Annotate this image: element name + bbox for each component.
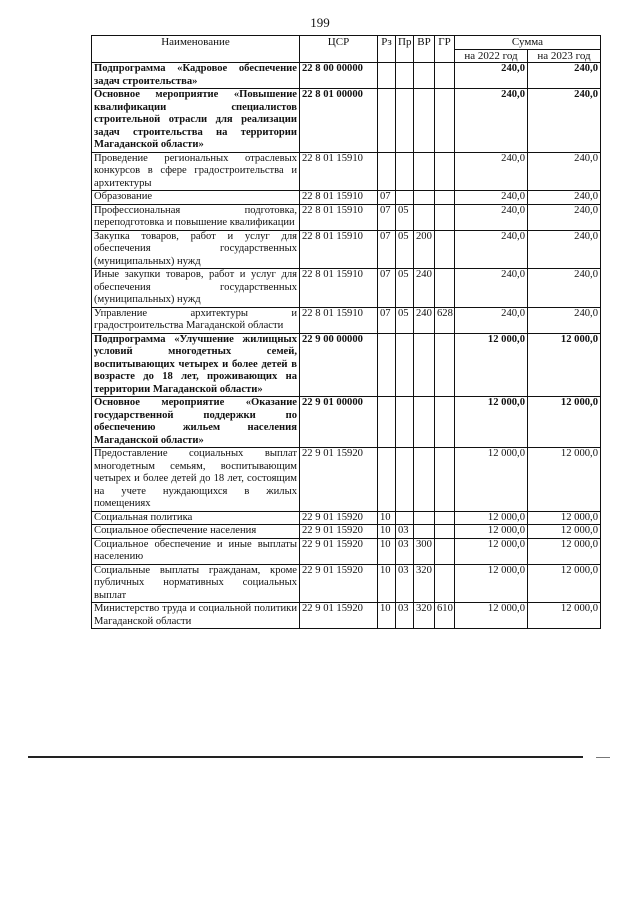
cell-vr: 320 (414, 603, 435, 629)
cell-vr: 200 (414, 230, 435, 269)
table-row (92, 564, 601, 603)
cell-y2022: 12 000,0 (455, 397, 528, 448)
table-row (92, 152, 601, 191)
cell-y2023: 12 000,0 (528, 448, 601, 512)
cell-csr: 22 9 00 00000 (300, 333, 378, 397)
header-name: Наименование (92, 36, 300, 63)
cell-name: Основное мероприятие «Повышение квалификации специалистов строительной отрасли для реализации задач строительства на территории Магаданской области» (92, 89, 300, 153)
cell-vr: 300 (414, 538, 435, 564)
cell-y2022: 240,0 (455, 204, 528, 230)
cell-rz: 07 (378, 204, 396, 230)
table-row (92, 397, 601, 448)
table-row (92, 63, 601, 89)
cell-csr: 22 8 01 15910 (300, 191, 378, 205)
cell-y2022: 240,0 (455, 89, 528, 153)
cell-y2023: 12 000,0 (528, 397, 601, 448)
cell-csr: 22 9 01 15920 (300, 448, 378, 512)
cell-csr: 22 9 01 00000 (300, 397, 378, 448)
cell-pr: 05 (396, 307, 414, 333)
cell-pr: 05 (396, 204, 414, 230)
header-pr: Пр (396, 36, 414, 63)
cell-gr (435, 333, 455, 397)
header-vr: ВР (414, 36, 435, 63)
cell-gr (435, 63, 455, 89)
cell-vr (414, 448, 435, 512)
cell-csr: 22 8 00 00000 (300, 63, 378, 89)
cell-pr: 05 (396, 230, 414, 269)
table-row (92, 269, 601, 308)
cell-rz: 07 (378, 269, 396, 308)
cell-gr (435, 564, 455, 603)
cell-rz (378, 397, 396, 448)
cell-pr (396, 152, 414, 191)
header-year-2023: на 2023 год (528, 49, 601, 63)
cell-rz: 10 (378, 511, 396, 525)
cell-y2022: 12 000,0 (455, 448, 528, 512)
cell-y2023: 240,0 (528, 191, 601, 205)
cell-y2023: 12 000,0 (528, 538, 601, 564)
cell-gr (435, 204, 455, 230)
cell-csr: 22 8 01 15910 (300, 204, 378, 230)
cell-gr (435, 191, 455, 205)
table-body (92, 63, 601, 629)
cell-rz (378, 448, 396, 512)
cell-y2022: 12 000,0 (455, 538, 528, 564)
cell-pr: 03 (396, 603, 414, 629)
table-header (92, 36, 601, 63)
cell-y2023: 240,0 (528, 230, 601, 269)
header-year-2022: на 2022 год (455, 49, 528, 63)
table-row (92, 191, 601, 205)
cell-y2023: 240,0 (528, 269, 601, 308)
cell-name: Социальное обеспечение населения (92, 525, 300, 539)
cell-y2022: 240,0 (455, 269, 528, 308)
cell-vr: 320 (414, 564, 435, 603)
cell-vr (414, 152, 435, 191)
cell-csr: 22 8 01 15910 (300, 307, 378, 333)
cell-pr: 05 (396, 269, 414, 308)
cell-pr (396, 191, 414, 205)
header-rz: Рз (378, 36, 396, 63)
cell-y2023: 12 000,0 (528, 511, 601, 525)
cell-csr: 22 8 01 15910 (300, 269, 378, 308)
cell-y2023: 12 000,0 (528, 603, 601, 629)
cell-name: Предоставление социальных выплат многодетным семьям, воспитывающим четырех и более детей до 18 лет, состоящим на учете нуждающихся в жилых помещениях (92, 448, 300, 512)
table-row (92, 230, 601, 269)
cell-name: Иные закупки товаров, работ и услуг для обеспечения государственных (муниципальных) нужд (92, 269, 300, 308)
table-row (92, 603, 601, 629)
cell-vr (414, 191, 435, 205)
cell-name: Подпрограмма «Улучшение жилищных условий многодетных семей, воспитывающих четырех и более детей в возрасте до 18 лет, проживающих на территории Магаданской области» (92, 333, 300, 397)
cell-name: Подпрограмма «Кадровое обеспечение задач строительства» (92, 63, 300, 89)
cell-rz (378, 63, 396, 89)
footer-rule (28, 756, 583, 758)
cell-name: Социальные выплаты гражданам, кроме публичных нормативных социальных выплат (92, 564, 300, 603)
cell-csr: 22 8 01 00000 (300, 89, 378, 153)
cell-gr (435, 525, 455, 539)
cell-rz: 07 (378, 230, 396, 269)
table-row (92, 538, 601, 564)
cell-vr (414, 511, 435, 525)
cell-rz: 10 (378, 603, 396, 629)
cell-y2023: 240,0 (528, 63, 601, 89)
table-row (92, 511, 601, 525)
cell-vr (414, 397, 435, 448)
cell-rz: 10 (378, 525, 396, 539)
cell-y2022: 12 000,0 (455, 511, 528, 525)
cell-y2023: 12 000,0 (528, 333, 601, 397)
cell-vr: 240 (414, 307, 435, 333)
cell-gr (435, 538, 455, 564)
cell-pr (396, 397, 414, 448)
cell-name: Министерство труда и социальной политики Магаданской области (92, 603, 300, 629)
footer-dash (596, 757, 610, 758)
cell-pr (396, 333, 414, 397)
cell-vr (414, 525, 435, 539)
cell-pr: 03 (396, 525, 414, 539)
cell-y2023: 240,0 (528, 307, 601, 333)
cell-name: Образование (92, 191, 300, 205)
cell-gr (435, 448, 455, 512)
cell-y2023: 12 000,0 (528, 525, 601, 539)
cell-pr (396, 63, 414, 89)
table-row (92, 525, 601, 539)
budget-table (91, 35, 601, 629)
cell-pr: 03 (396, 538, 414, 564)
cell-name: Социальное обеспечение и иные выплаты населению (92, 538, 300, 564)
cell-csr: 22 9 01 15920 (300, 525, 378, 539)
cell-y2023: 12 000,0 (528, 564, 601, 603)
cell-y2023: 240,0 (528, 152, 601, 191)
cell-vr (414, 89, 435, 153)
table-row (92, 333, 601, 397)
cell-name: Социальная политика (92, 511, 300, 525)
cell-y2023: 240,0 (528, 89, 601, 153)
cell-pr (396, 511, 414, 525)
cell-y2022: 240,0 (455, 63, 528, 89)
cell-csr: 22 9 01 15920 (300, 603, 378, 629)
cell-csr: 22 8 01 15910 (300, 152, 378, 191)
cell-gr (435, 397, 455, 448)
cell-vr (414, 333, 435, 397)
cell-y2022: 240,0 (455, 307, 528, 333)
cell-name: Основное мероприятие «Оказание государственной поддержки по обеспечению жильем населения Магаданской области» (92, 397, 300, 448)
cell-name: Проведение региональных отраслевых конкурсов в сфере градостроительства и архитектуры (92, 152, 300, 191)
cell-rz: 10 (378, 564, 396, 603)
cell-rz (378, 333, 396, 397)
cell-csr: 22 9 01 15920 (300, 538, 378, 564)
table-row (92, 448, 601, 512)
cell-name: Управление архитектуры и градостроительства Магаданской области (92, 307, 300, 333)
cell-rz: 10 (378, 538, 396, 564)
cell-name: Профессиональная подготовка, переподготовка и повышение квалификации (92, 204, 300, 230)
cell-csr: 22 9 01 15920 (300, 564, 378, 603)
cell-gr (435, 152, 455, 191)
cell-rz: 07 (378, 307, 396, 333)
cell-vr: 240 (414, 269, 435, 308)
cell-y2022: 12 000,0 (455, 603, 528, 629)
cell-gr (435, 89, 455, 153)
cell-gr: 628 (435, 307, 455, 333)
table-row (92, 89, 601, 153)
cell-rz: 07 (378, 191, 396, 205)
cell-gr (435, 230, 455, 269)
cell-y2022: 240,0 (455, 152, 528, 191)
cell-y2022: 12 000,0 (455, 525, 528, 539)
cell-pr: 03 (396, 564, 414, 603)
cell-vr (414, 204, 435, 230)
cell-gr (435, 269, 455, 308)
header-csr: ЦСР (300, 36, 378, 63)
cell-pr (396, 89, 414, 153)
cell-rz (378, 152, 396, 191)
cell-name: Закупка товаров, работ и услуг для обеспечения государственных (муниципальных) нужд (92, 230, 300, 269)
cell-y2022: 240,0 (455, 230, 528, 269)
cell-rz (378, 89, 396, 153)
page-number: 199 (310, 15, 330, 30)
cell-csr: 22 8 01 15910 (300, 230, 378, 269)
cell-y2022: 12 000,0 (455, 333, 528, 397)
cell-y2022: 240,0 (455, 191, 528, 205)
header-gr: ГР (435, 36, 455, 63)
header-sum: Сумма (455, 36, 601, 50)
cell-pr (396, 448, 414, 512)
table-row (92, 307, 601, 333)
cell-y2023: 240,0 (528, 204, 601, 230)
table-row (92, 204, 601, 230)
cell-gr: 610 (435, 603, 455, 629)
cell-y2022: 12 000,0 (455, 564, 528, 603)
cell-csr: 22 9 01 15920 (300, 511, 378, 525)
cell-vr (414, 63, 435, 89)
cell-gr (435, 511, 455, 525)
